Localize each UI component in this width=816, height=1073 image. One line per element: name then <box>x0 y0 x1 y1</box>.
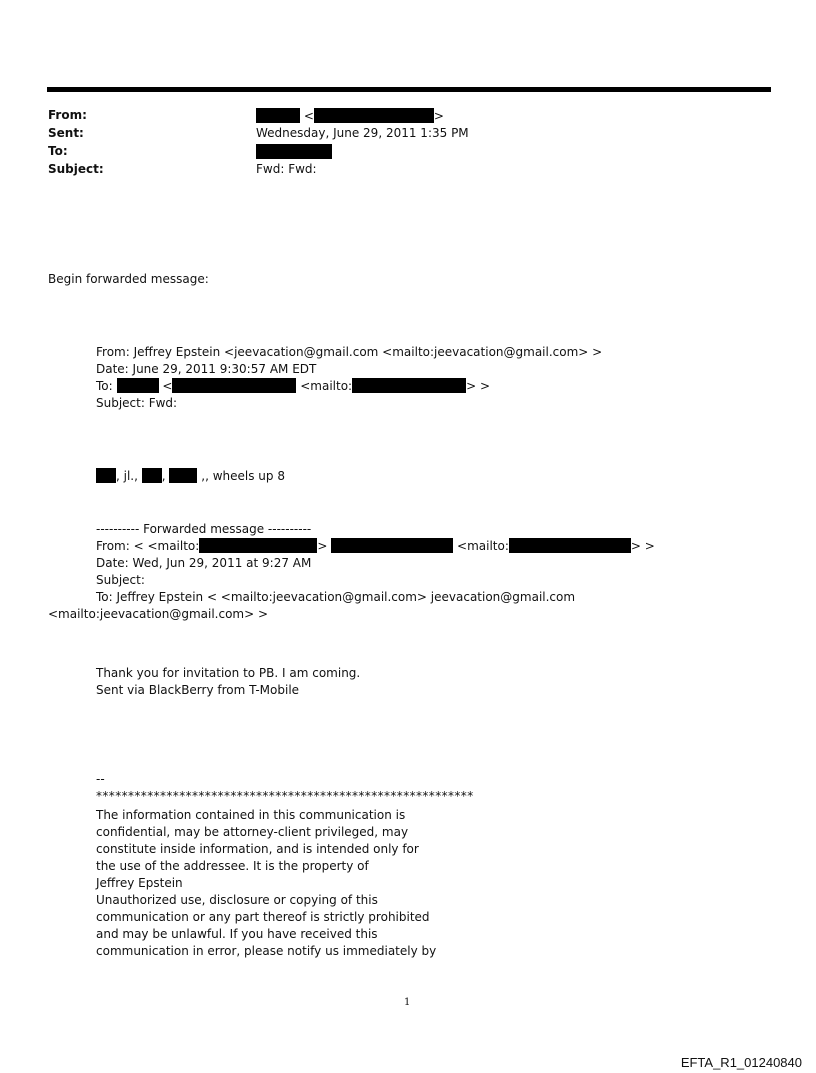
disclaimer-line: communication or any part thereof is strictly prohibited <box>96 910 430 924</box>
subject-label: Subject: <box>48 162 104 176</box>
fwd2-from-mid: > <box>317 539 328 553</box>
sent-value: Wednesday, June 29, 2011 1:35 PM <box>256 126 469 140</box>
from-value <box>256 108 444 123</box>
fwd1-from: From: Jeffrey Epstein <jeevacation@gmail.com <mailto:jeevacation@gmail.com> > <box>96 345 603 359</box>
redaction-block <box>256 144 332 159</box>
fwd2-date: Date: Wed, Jun 29, 2011 at 9:27 AM <box>96 556 312 570</box>
fwd2-from-prefix: From: < <mailto: <box>96 539 200 553</box>
redaction-block <box>96 468 116 483</box>
fwd2-from <box>96 538 655 555</box>
disclaimer-line: The information contained in this communication is <box>96 808 406 822</box>
note-line <box>96 468 285 485</box>
redaction-block <box>331 538 453 553</box>
disclaimer-line: communication in error, please notify us immediately by <box>96 944 437 958</box>
redaction-block <box>352 378 466 393</box>
disclaimer-line: and may be unlawful. If you have received this <box>96 927 378 941</box>
fwd2-from-end: > > <box>630 539 655 553</box>
fwd2-to-line2: <mailto:jeevacation@gmail.com> > <box>48 607 269 621</box>
sent-label: Sent: <box>48 126 84 140</box>
fwd1-to-end: > > <box>466 379 491 393</box>
from-lt: < <box>303 109 314 123</box>
fwd2-to-line1: To: Jeffrey Epstein < <mailto:jeevacation@gmail.com> jeevacation@gmail.com <box>96 590 576 604</box>
disclaimer-line: the use of the addressee. It is the property of <box>96 859 369 873</box>
fwd1-to-mailto: <mailto: <box>300 379 353 393</box>
note-part2: , <box>161 469 166 483</box>
fwd2-subject: Subject: <box>96 573 145 587</box>
from-label: From: <box>48 108 87 122</box>
disclaimer-line: Unauthorized use, disclosure or copying of this <box>96 893 378 907</box>
subject-value: Fwd: Fwd: <box>256 162 317 176</box>
redaction-block <box>117 378 159 393</box>
page-number: 1 <box>404 997 411 1008</box>
redaction-block <box>169 468 197 483</box>
redaction-block <box>142 468 162 483</box>
note-part3: ,, wheels up 8 <box>201 469 285 483</box>
fwd1-date: Date: June 29, 2011 9:30:57 AM EDT <box>96 362 317 376</box>
note-part1: , jl., <box>116 469 138 483</box>
redaction-block <box>172 378 296 393</box>
disclaimer-line: Jeffrey Epstein <box>96 876 183 890</box>
fwd2-divider: ---------- Forwarded message ---------- <box>96 522 312 536</box>
fwd1-to-lt: < <box>162 379 173 393</box>
intro-text: Begin forwarded message: <box>48 272 209 286</box>
redaction-block <box>256 108 300 123</box>
signature-stars: *********************************************************** <box>96 789 474 803</box>
redaction-block <box>314 108 434 123</box>
fwd2-from-mailto: <mailto: <box>457 539 509 553</box>
disclaimer-line: constitute inside information, and is intended only for <box>96 842 419 856</box>
fwd1-to-prefix: To: <box>96 379 113 393</box>
message-line-1: Thank you for invitation to PB. I am coming. <box>96 666 361 680</box>
signature-dashes: -- <box>96 772 105 786</box>
fwd1-to <box>96 378 490 395</box>
document-id: EFTA_R1_01240840 <box>680 1055 802 1070</box>
to-label: To: <box>48 144 68 158</box>
message-line-2: Sent via BlackBerry from T-Mobile <box>96 683 300 697</box>
disclaimer-line: confidential, may be attorney-client privileged, may <box>96 825 409 839</box>
header-rule <box>47 87 771 92</box>
redaction-block <box>509 538 631 553</box>
from-gt: > <box>433 109 444 123</box>
to-value <box>256 144 332 159</box>
fwd1-subject: Subject: Fwd: <box>96 396 178 410</box>
redaction-block <box>199 538 317 553</box>
